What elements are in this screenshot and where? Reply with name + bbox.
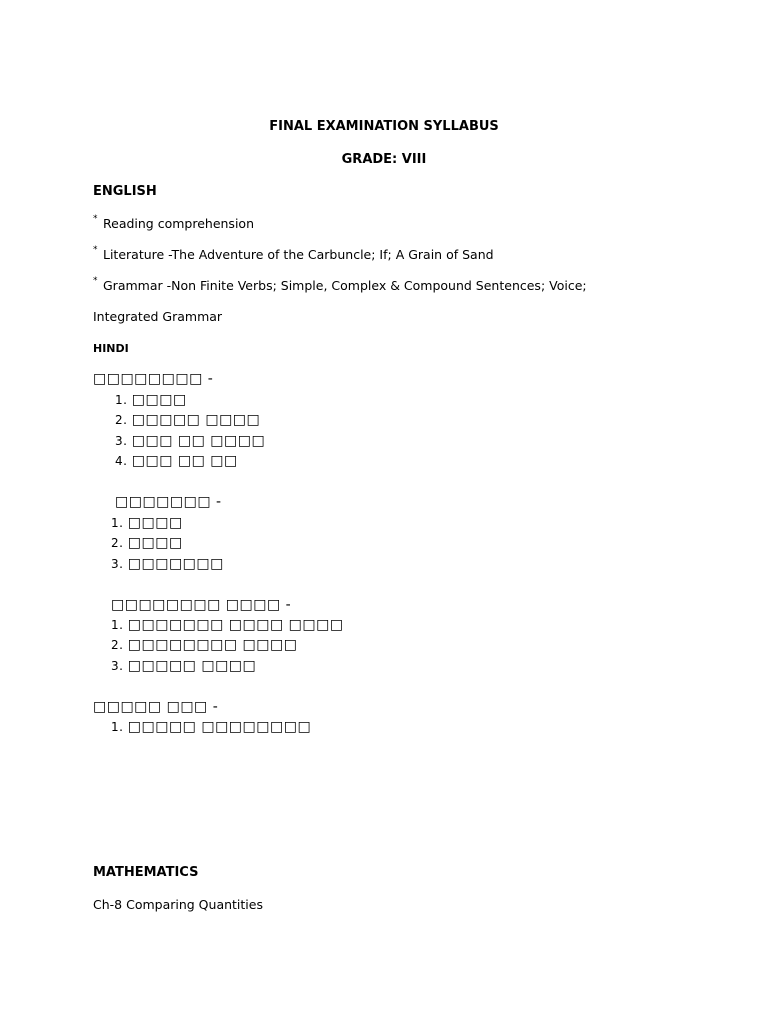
list-item: 1. □□□□□□□ □□□□ □□□□ (111, 617, 344, 633)
hindi-group-title: □□□□□□□ - (115, 494, 222, 510)
list-item: 3. □□□ □□ □□□□ (115, 433, 266, 449)
list-item: 3. □□□□□□□ (111, 556, 224, 572)
list-item: 2. □□□□□□□□ □□□□ (111, 637, 298, 653)
hindi-group-title: □□□□□□□□ □□□□ - (111, 597, 292, 613)
hindi-group-title: □□□□□□□□ - (93, 371, 214, 387)
mathematics-heading: MATHEMATICS (93, 865, 199, 880)
list-item: 1. □□□□ (115, 392, 187, 408)
english-continuation: Integrated Grammar (93, 309, 223, 324)
mathematics-item: Ch-8 Comparing Quantities (93, 897, 263, 912)
list-item: 1. □□□□□ □□□□□□□□ (111, 719, 312, 735)
bullet-icon: * (93, 214, 98, 224)
list-item: 2. □□□□□ □□□□ (115, 412, 261, 428)
hindi-group-title: □□□□□ □□□ - (93, 699, 219, 715)
list-item: 3. □□□□□ □□□□ (111, 658, 257, 674)
list-item: 4. □□□ □□ □□ (115, 453, 238, 469)
english-heading: ENGLISH (93, 184, 157, 199)
grade-heading: GRADE: VIII (341, 152, 427, 167)
list-item: 1. □□□□ (111, 515, 183, 531)
bullet-icon: * (93, 276, 98, 286)
english-item: * Reading comprehension (93, 214, 254, 231)
document-title: FINAL EXAMINATION SYLLABUS (269, 119, 499, 134)
english-item: * Grammar -Non Finite Verbs; Simple, Complex & Compound Sentences; Voice; (93, 276, 587, 293)
list-item: 2. □□□□ (111, 535, 183, 551)
bullet-icon: * (93, 245, 98, 255)
english-item: * Literature -The Adventure of the Carbuncle; If; A Grain of Sand (93, 245, 494, 262)
hindi-heading: HINDI (93, 342, 129, 355)
